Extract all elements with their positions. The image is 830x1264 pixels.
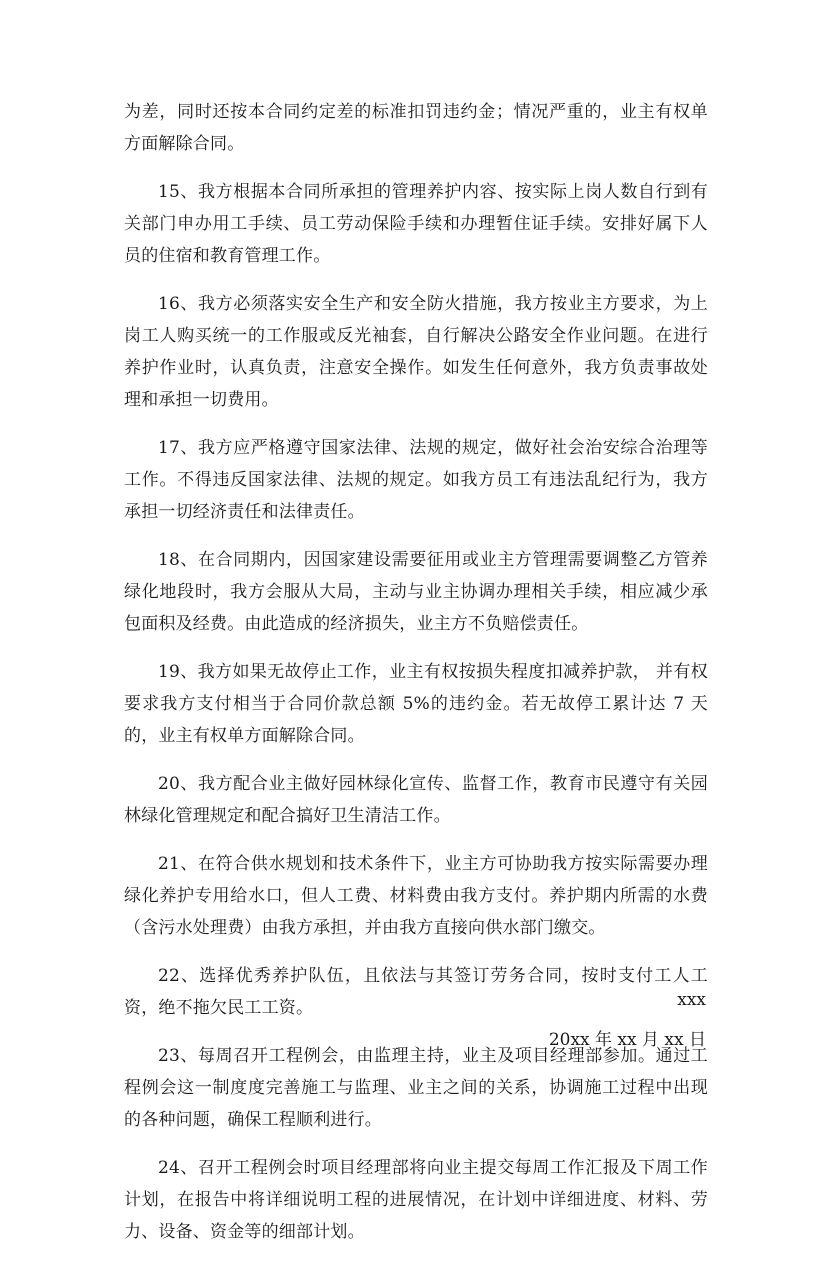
clause-16: 16、我方必须落实安全生产和安全防火措施，我方按业主方要求，为上岗工人购买统一的工作服或反光袖套，自行解决公路安全作业问题。在进行养护作业时，认真负责，注意安全操作。如发生任何意外，我方负责事故处理和承担一切费用。 [124, 294, 708, 410]
signature-date: 20xx 年 xx 月 xx 日 [548, 1030, 706, 1050]
clause-22: 22、选择优秀养护队伍，且依法与其签订劳务合同，按时支付工人工资，绝不拖欠民工工资。 [124, 966, 708, 1018]
paragraph-continuation: 为差，同时还按本合同约定差的标准扣罚违约金；情况严重的，业主有权单方面解除合同。 [124, 102, 708, 154]
document-body [124, 96, 708, 1264]
clause-21: 21、在符合供水规划和技术条件下，业主方可协助我方按实际需要办理绿化养护专用给水口，但人工费、材料费由我方支付。养护期内所需的水费（含污水处理费）由我方承担，并由我方直接向供水部门缴交。 [124, 854, 708, 938]
clause-20: 20、我方配合业主做好园林绿化宣传、监督工作，教育市民遵守有关园林绿化管理规定和配合搞好卫生清洁工作。 [124, 774, 708, 826]
clause-17: 17、我方应严格遵守国家法律、法规的规定，做好社会治安综合治理等工作。不得违反国家法律、法规的规定。如我方员工有违法乱纪行为，我方承担一切经济责任和法律责任。 [124, 438, 708, 522]
clause-24: 24、召开工程例会时项目经理部将向业主提交每周工作汇报及下周工作计划，在报告中将详细说明工程的进展情况，在计划中详细进度、材料、劳力、设备、资金等的细部计划。 [124, 1158, 708, 1242]
signature: xxx [677, 990, 706, 1010]
clause-19: 19、我方如果无故停止工作，业主有权按损失程度扣减养护款， 并有权要求我方支付相当于合同价款总额 5%的违约金。若无故停工累计达 7 天的，业主有权单方面解除合同。 [124, 662, 708, 746]
clause-23: 23、每周召开工程例会，由监理主持，业主及项目经理部参加。通过工程例会这一制度度完善施工与监理、业主之间的关系，协调施工过程中出现的各种问题，确保工程顺利进行。 [124, 1046, 708, 1130]
clause-18: 18、在合同期内，因国家建设需要征用或业主方管理需要调整乙方管养绿化地段时，我方会服从大局，主动与业主协调办理相关手续，相应减少承包面积及经费。由此造成的经济损失，业主方不负赔偿责任。 [124, 550, 708, 634]
clause-15: 15、我方根据本合同所承担的管理养护内容、按实际上岗人数自行到有关部门申办用工手续、员工劳动保险手续和办理暂住证手续。安排好属下人员的住宿和教育管理工作。 [124, 182, 708, 266]
